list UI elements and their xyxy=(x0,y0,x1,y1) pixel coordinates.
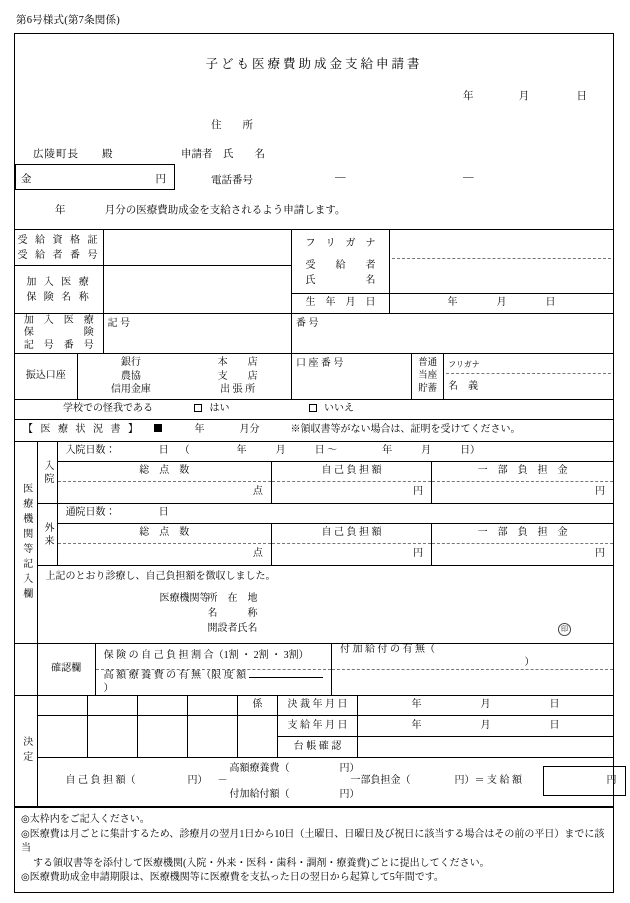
decision-cell-a2[interactable] xyxy=(37,716,87,758)
approval-month-label: 月 xyxy=(480,699,491,711)
page-title: 子ども医療費助成金支給申請書 xyxy=(205,57,423,71)
amount-unit-label: 円 xyxy=(155,174,166,185)
additional-benefit-label: 付 加 給 付 の 有 無（ xyxy=(340,644,436,655)
outpatient-points-header: 総 点 数 xyxy=(57,524,271,544)
form-outer-frame xyxy=(14,33,617,893)
inpatient-period-open: （ xyxy=(179,445,190,457)
inpatient-points-unit: 点 xyxy=(252,486,263,498)
table-row xyxy=(15,230,613,266)
payment-amount-box[interactable] xyxy=(543,766,626,796)
inpatient-side-label: 入院 xyxy=(42,459,54,486)
branch-type-branch: 支 店 xyxy=(217,370,258,382)
decision-staff-label: 係 xyxy=(237,696,277,716)
table-row xyxy=(15,420,613,442)
bank-label: 振込口座 xyxy=(15,354,77,400)
decision-cell-d1[interactable] xyxy=(187,696,237,716)
number-label: 番 号 xyxy=(295,318,319,329)
inpatient-partial-header: 一 部 負 担 金 xyxy=(432,462,613,482)
table-row xyxy=(15,758,613,807)
decision-cell-c1[interactable] xyxy=(137,696,187,716)
inpatient-side-label-cell xyxy=(37,442,57,504)
form-id-label: 第6号様式(第7条関係) xyxy=(16,15,120,26)
outpatient-selfpay-input[interactable] xyxy=(271,544,431,566)
table-row xyxy=(15,354,613,400)
table-row xyxy=(15,462,613,482)
date-year-label: 年 xyxy=(463,91,474,102)
inpatient-period-day1: 日 ～ xyxy=(314,445,338,457)
decision-cell-b2[interactable] xyxy=(87,716,137,758)
confirmation-table xyxy=(15,643,613,696)
application-sentence xyxy=(15,192,613,225)
bank-type-noukyo: 農協 xyxy=(120,370,141,382)
confirm-blank-cell[interactable] xyxy=(332,670,613,696)
furigana-label: フ リ ガ ナ xyxy=(305,237,376,249)
calc-self-pay-label: 自 己 負 担 額（ xyxy=(65,775,136,786)
cert-number-label-line1: 受 給 資 格 証 xyxy=(17,234,101,246)
address-row xyxy=(15,117,613,132)
decision-cell-e2[interactable] xyxy=(237,716,277,758)
confirm-spacer-cell xyxy=(15,644,37,696)
insurance-number-input[interactable] xyxy=(291,314,389,354)
decision-side-label-cell xyxy=(15,696,37,807)
birth-day-label: 日 xyxy=(545,297,556,309)
certify-sentence: 上記のとおり診療し、自己負担額を徴収しました。 xyxy=(45,571,276,582)
table-row xyxy=(15,566,613,644)
school-injury-question: 学校での怪我である xyxy=(63,403,153,415)
telephone-row xyxy=(15,166,613,192)
decision-cell-a1[interactable] xyxy=(37,696,87,716)
note-line-1: ◎太枠内をご記入ください。 xyxy=(21,814,150,825)
deposit-type-futsuu: 普通 xyxy=(418,358,438,369)
inpatient-days-unit: 日 xyxy=(158,445,169,457)
application-date-line xyxy=(15,88,613,103)
inpatient-points-input[interactable] xyxy=(57,482,271,504)
date-month-label: 月 xyxy=(518,91,530,102)
recipient-name-label-line2: 氏 名 xyxy=(305,274,376,286)
bank-type-bank: 銀行 xyxy=(120,357,141,369)
medical-status-heading-table xyxy=(15,419,613,442)
medical-status-heading-row xyxy=(15,420,613,442)
outpatient-partial-unit: 円 xyxy=(595,548,605,560)
outpatient-days-unit: 日 xyxy=(158,507,169,519)
calc-add-benefit-unit: 円） xyxy=(339,789,360,800)
symbol-label: 記 号 xyxy=(107,318,131,329)
decision-cell-b1[interactable] xyxy=(87,696,137,716)
inpatient-partial-input[interactable] xyxy=(432,482,613,504)
calc-high-cost-label: 高額療養費（ xyxy=(229,763,290,774)
insurance-symbol-input[interactable] xyxy=(103,314,291,354)
bank-account-table xyxy=(15,353,613,400)
date-day-label: 日 xyxy=(576,91,587,102)
approval-day-label: 日 xyxy=(549,699,560,711)
inpatient-days-label: 入院日数： xyxy=(65,445,116,457)
payment-date-input[interactable] xyxy=(358,716,613,737)
certification-block xyxy=(37,566,613,644)
applicant-name-label: 氏 名 xyxy=(223,149,265,160)
note-line-4: ◎医療費助成金申請期限は、医療機関等に医療費を支払った日の翌日から起算して5年間です。 xyxy=(21,872,444,883)
inpatient-partial-unit: 円 xyxy=(595,486,605,498)
school-injury-yes-checkbox[interactable] xyxy=(194,404,202,412)
medical-detail-table xyxy=(15,441,613,644)
calc-add-benefit-label: 付加給付額（ xyxy=(229,789,290,800)
medical-status-heading: 【 医 療 状 況 書 】 xyxy=(23,424,141,436)
ins-symbol-label-line3: 記 号 番 号 xyxy=(23,339,94,351)
inpatient-points-header: 総 点 数 xyxy=(57,462,271,482)
inpatient-period-month1: 月 xyxy=(275,445,286,457)
table-row xyxy=(15,670,613,696)
birthdate-label: 生 年 月 日 xyxy=(291,294,389,314)
medical-status-note: ※領収書等がない場合は、証明を受けてください。 xyxy=(290,424,521,436)
bank-type-shinkin: 信用金庫 xyxy=(110,384,151,396)
table-row xyxy=(15,716,613,737)
high-cost-cell[interactable] xyxy=(95,670,331,696)
inst-founder-label: 開設者氏名 xyxy=(207,622,258,634)
birth-year-label: 年 xyxy=(447,297,458,309)
additional-benefit-close: ） xyxy=(524,656,535,668)
telephone-label: 電話番号 xyxy=(211,175,253,186)
note-line-2: ◎医療費は月ごとに集計するため、診療月の翌月1日から10日（土曜日、日曜日及び祝日に該当する場合はその前の平日）までに該当 xyxy=(21,828,605,854)
telephone-dash-1: — xyxy=(335,172,346,183)
recipient-info-table xyxy=(15,229,613,354)
address-label: 住 所 xyxy=(211,120,253,131)
account-holder-label: 名 義 xyxy=(448,380,479,392)
high-cost-close: ） xyxy=(103,682,114,694)
insurance-symbol-label-cell xyxy=(15,314,103,354)
cert-number-input[interactable] xyxy=(103,230,291,266)
medical-status-month-label: 月分 xyxy=(239,424,260,436)
table-row xyxy=(15,482,613,504)
calc-partial-label: 一部負担金（ xyxy=(350,775,411,786)
deposit-type-cell[interactable] xyxy=(412,354,444,400)
table-row xyxy=(15,524,613,544)
insurance-name-input[interactable] xyxy=(103,266,291,314)
deposit-type-chochiku: 貯蓄 xyxy=(418,383,438,394)
copay-ratio-cell[interactable]: 保 険 の 自 己 負 担 割 合（1割 ・ 2割 ・ 3割） xyxy=(95,644,331,670)
filled-square-icon xyxy=(154,424,162,432)
application-sentence-text: 月分の医療費助成金を支給されるよう申請します。 xyxy=(104,205,346,216)
calc-high-cost-unit: 円） xyxy=(339,763,360,774)
payment-month-label: 月 xyxy=(480,719,491,731)
table-row xyxy=(15,644,613,670)
cert-number-label-cell xyxy=(15,230,103,266)
additional-benefit-cell[interactable] xyxy=(332,644,613,670)
payment-date-label: 支 給 年 月 日 xyxy=(277,716,357,737)
outpatient-days-label: 通院日数： xyxy=(65,507,116,519)
payment-calculation-row xyxy=(37,758,617,807)
outpatient-points-unit: 点 xyxy=(252,548,263,560)
footer-notes xyxy=(15,807,613,892)
recipient-name-label-cell xyxy=(291,230,389,294)
approval-date-label: 決 裁 年 月 日 xyxy=(277,696,357,716)
insurance-name-label-cell xyxy=(15,266,103,314)
approval-date-input[interactable] xyxy=(358,696,613,716)
school-injury-table xyxy=(15,399,613,420)
inst-name-label: 名 称 xyxy=(207,607,258,619)
inpatient-days-row[interactable] xyxy=(57,442,613,462)
seal-stamp-icon: 印 xyxy=(558,623,571,636)
inst-location-label: 所 在 地 xyxy=(207,592,258,604)
school-injury-no-label: いいえ xyxy=(324,403,354,415)
telephone-dash-2: — xyxy=(463,172,474,183)
inpatient-selfpay-unit: 円 xyxy=(413,486,424,498)
table-row xyxy=(15,696,613,716)
calc-self-pay-unit: 円） xyxy=(187,775,208,786)
outpatient-side-label-cell xyxy=(37,504,57,566)
header-block xyxy=(15,34,613,229)
claim-amount-box[interactable] xyxy=(15,164,175,190)
calc-minus-sign: － xyxy=(217,775,228,786)
table-row xyxy=(15,314,613,354)
insurance-name-label-line2: 保 険 名 称 xyxy=(26,291,92,303)
payment-year-label: 年 xyxy=(411,719,422,731)
recipient-name-label-line1: 受 給 者 xyxy=(305,259,376,271)
account-number-input[interactable] xyxy=(291,354,411,400)
branch-type-office: 出 張 所 xyxy=(220,384,256,396)
outpatient-selfpay-header: 自 己 負 担 額 xyxy=(271,524,431,544)
inpatient-period-year2: 年 xyxy=(382,445,393,457)
ledger-check-label: 台 帳 確 認 xyxy=(277,737,357,758)
outpatient-selfpay-unit: 円 xyxy=(413,548,424,560)
outpatient-side-label: 外来 xyxy=(42,521,54,548)
mayor-row xyxy=(15,146,613,162)
inst-prefix-label: 医療機関等 xyxy=(159,592,210,604)
medical-status-year-label: 年 xyxy=(194,424,205,436)
school-injury-yes-label: はい xyxy=(209,403,230,415)
high-cost-label: 高 額 療 養 費 の 有 無（限 度 額 xyxy=(103,670,247,681)
confirm-label-cell: 確認欄 xyxy=(37,644,95,696)
outpatient-partial-input[interactable] xyxy=(432,544,613,566)
payment-amount-unit: 円 xyxy=(606,775,617,786)
ins-symbol-label-line1: 加 入 医 療 xyxy=(23,314,94,326)
inpatient-period-day2: 日） xyxy=(460,445,481,457)
account-holder-cell[interactable] xyxy=(444,354,613,400)
account-number-label: 口 座 番 号 xyxy=(295,358,344,369)
inpatient-selfpay-header: 自 己 負 担 額 xyxy=(271,462,431,482)
deposit-type-touza: 当座 xyxy=(418,371,438,382)
outpatient-partial-header: 一 部 負 担 金 xyxy=(432,524,613,544)
outpatient-points-input[interactable] xyxy=(57,544,271,566)
medical-side-label-cell xyxy=(15,442,37,644)
application-year-label: 年 xyxy=(55,205,66,216)
school-injury-no-checkbox[interactable] xyxy=(309,404,317,412)
birth-month-label: 月 xyxy=(496,297,507,309)
table-row xyxy=(15,544,613,566)
decision-side-label: 決定 xyxy=(20,736,32,766)
table-row xyxy=(15,504,613,524)
amount-prefix-label: 金 xyxy=(21,174,32,185)
calc-equals-label: 円）＝ 支 給 額 xyxy=(454,775,523,786)
table-row xyxy=(15,400,613,420)
inpatient-period-year1: 年 xyxy=(236,445,247,457)
payment-day-label: 日 xyxy=(549,719,560,731)
note-line-3: する領収書等を添付して医療機関(入院・外来・医科・歯科・調剤・療養費)ごとに提出してください。 xyxy=(33,857,490,869)
mayor-addressee-label: 広陵町長 殿 xyxy=(33,149,114,160)
school-injury-row xyxy=(15,400,613,420)
approval-year-label: 年 xyxy=(411,699,422,711)
decision-table xyxy=(15,695,617,807)
inpatient-selfpay-input[interactable] xyxy=(271,482,431,504)
outpatient-days-row[interactable] xyxy=(57,504,613,524)
account-furigana-label: フリガナ xyxy=(448,359,480,369)
branch-type-main: 本 店 xyxy=(217,357,258,369)
medical-side-label: 医療機関等記入欄 xyxy=(20,482,32,603)
high-cost-limit-input[interactable] xyxy=(249,677,323,678)
decision-cell-c2[interactable] xyxy=(137,716,187,758)
applicant-name-row xyxy=(181,146,265,161)
ins-symbol-label-line2: 保 険 xyxy=(23,327,94,339)
recipient-name-input[interactable] xyxy=(390,230,613,294)
applicant-label: 申請者 xyxy=(181,149,213,160)
ledger-check-input[interactable] xyxy=(358,737,613,758)
insurance-name-label-line1: 加 入 医 療 xyxy=(26,276,92,288)
bank-name-input[interactable] xyxy=(77,354,291,400)
decision-cell-d2[interactable] xyxy=(187,716,237,758)
birthdate-input[interactable] xyxy=(390,294,613,314)
inpatient-period-month2: 月 xyxy=(421,445,432,457)
table-row xyxy=(15,442,613,462)
cert-number-label-line2: 受 給 者 番 号 xyxy=(17,249,101,261)
